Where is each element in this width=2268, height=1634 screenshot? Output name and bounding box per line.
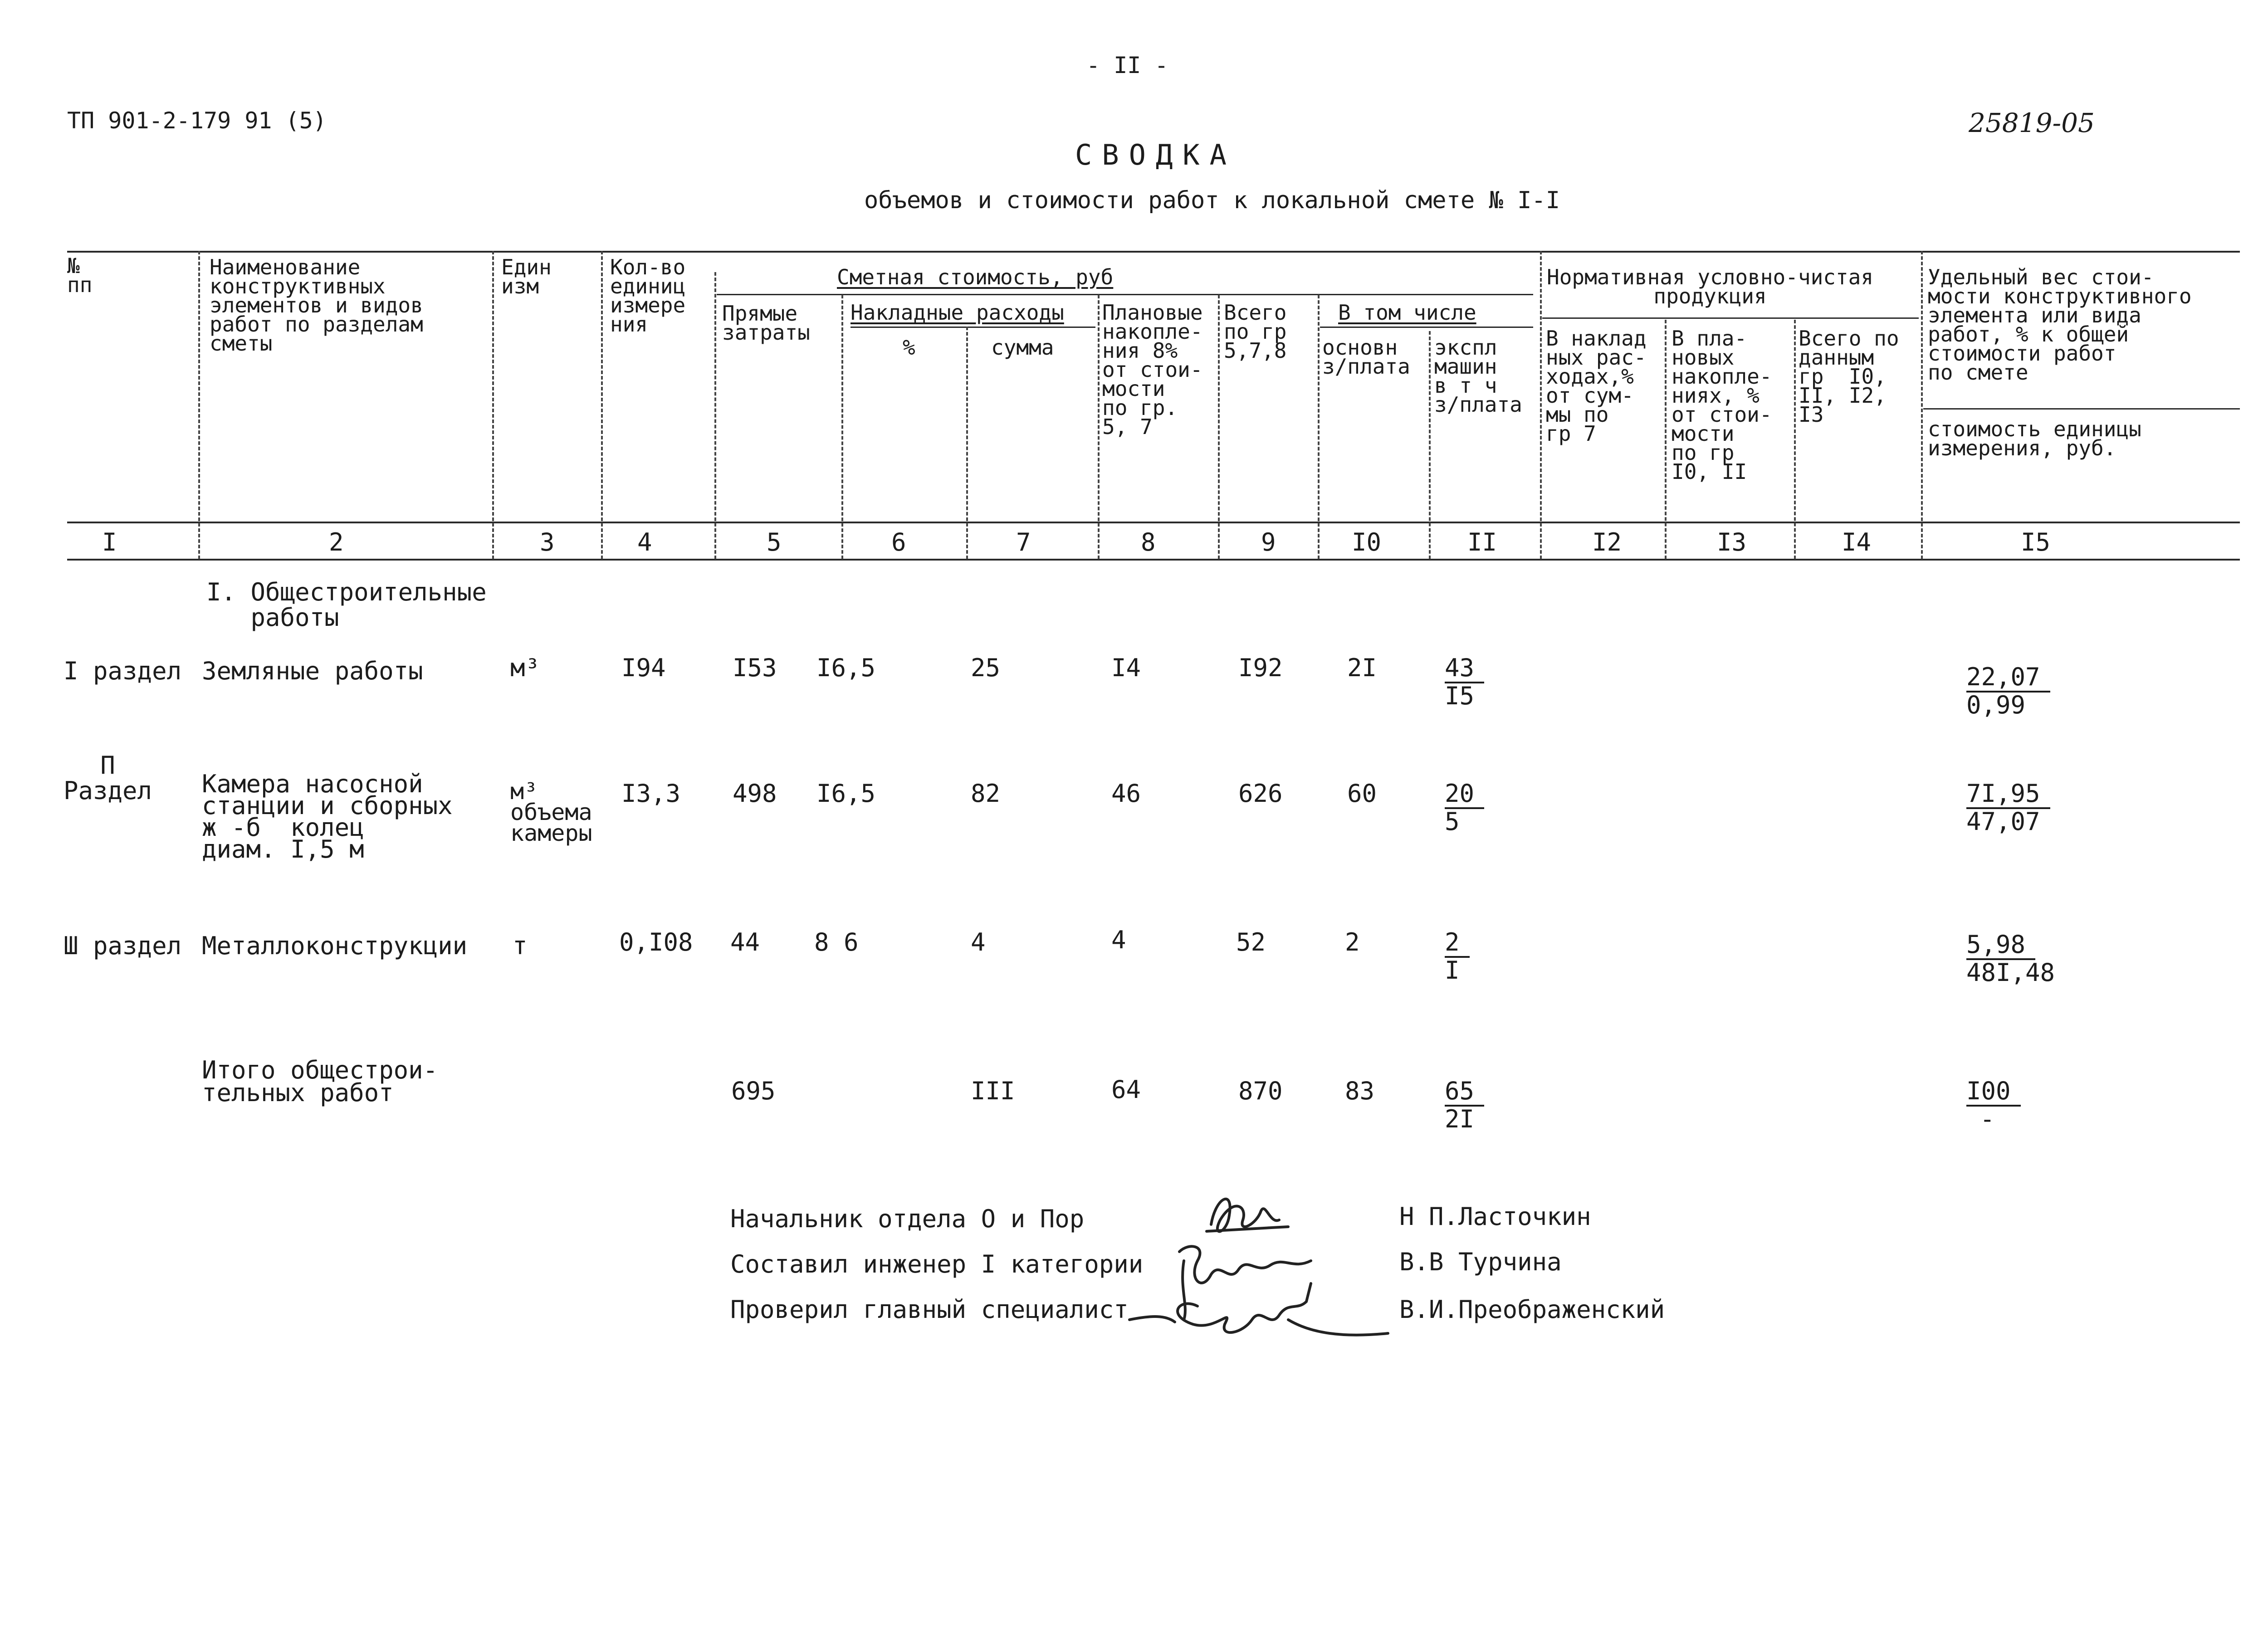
col-number: 3 [540,528,555,556]
document-subtitle: объемов и стоимости работ к локальной смете № I-I [864,187,1560,214]
row-plan: 4 [1111,926,1126,954]
col-header-name: Наименование конструктивных элементов и видов работ по разделам сметы [210,255,423,356]
row-sum: 82 [971,779,1001,808]
col-number: 4 [637,528,652,556]
col-number: 2 [329,528,344,556]
row-name: Металлоконструкции [202,932,468,960]
row-wage: 2 [1345,928,1360,956]
col-sep [1098,295,1100,559]
col-number: 6 [891,528,906,556]
col-sep [841,295,843,559]
col-sep [966,327,968,559]
col-group-overhead: Накладные расходы [850,300,1064,325]
total-mach-bottom: 2I [1445,1105,1475,1133]
col-sep [1794,320,1796,559]
signature-role: Начальник отдела О и Пор [730,1205,1085,1233]
row-qty: I94 [621,654,666,682]
row-name: Земляные работы [202,657,423,685]
col-sep [1540,251,1542,559]
col-header-sum: сумма [991,335,1054,360]
row-unit: т [513,932,528,960]
table-top-rule [67,251,2240,253]
row-unit: м³ объема камеры [510,778,592,846]
col-header-wage: основн з/плата [1322,335,1410,379]
total-mach [1445,1078,1484,1132]
total-plan: 64 [1111,1075,1141,1104]
total-mach-top: 65 [1445,1078,1484,1107]
signature-name: Н П.Ласточкин [1399,1202,1591,1231]
row-wage: 60 [1347,779,1377,808]
row-qty: I3,3 [621,779,681,808]
row-share-bottom: 0,99 [1966,691,2026,719]
col-number: 9 [1261,528,1276,556]
row-qty: 0,I08 [619,928,693,956]
row-share-top: 7I,95 [1966,781,2050,809]
col-header-norm-total: Всего по данным гр I0, II, I2, I3 [1799,326,1899,427]
col-number: I3 [1717,528,1747,556]
row-number: Ш раздел [64,932,182,960]
page-number: - II - [1086,52,1168,78]
document-title: СВОДКА [1075,138,1237,171]
col-header-norm-plan: В пла- новых накопле- ниях, % от стои- мости по гр I0, II [1672,326,1772,484]
row-number: I раздел [64,657,182,685]
row-share [1966,664,2050,718]
overhead-group-rule [850,327,1095,328]
col-number: I [102,528,117,556]
col-group-cost: Сметная стоимость, руб [837,265,1114,289]
row-sum: 4 [971,928,986,956]
total-sum: III [971,1077,1015,1105]
col-header-total: Всего по гр 5,7,8 [1224,300,1287,363]
col-sep [198,251,200,559]
row-unit: м³ [510,654,540,682]
doc-code: ТП 901-2-179 91 (5) [67,107,327,134]
row-mach [1445,930,1470,983]
col-sep [1318,295,1320,559]
row-pct: 8 6 [814,928,859,956]
signature-role: Составил инженер I категории [730,1250,1144,1278]
total-share-top: I00 [1966,1078,2021,1107]
section-title: I. Общестроительные работы [206,578,487,632]
row-mach [1445,781,1484,834]
col-number: I4 [1842,528,1872,556]
col-header-norm-overhead: В наклад ных рас- ходах,% от сум- мы по гр 7 [1546,326,1647,446]
cost-group-rule [717,294,1533,295]
row-mach-bottom: I5 [1445,682,1475,710]
row-mach [1445,655,1484,709]
row-share-top: 22,07 [1966,664,2050,693]
col-header-pct: % [903,335,915,360]
col-header-direct: Прямые затраты [722,301,810,345]
col-number: I2 [1592,528,1622,556]
col15-split-rule [1923,408,2240,410]
col-number: 8 [1141,528,1156,556]
col-number: I0 [1352,528,1382,556]
col-header-qty: Кол-во единиц измере ния [610,255,686,337]
col-sep [714,272,716,559]
row-mach-bottom: 5 [1445,807,1460,836]
row-plan: 46 [1111,779,1141,808]
col-number: 7 [1016,528,1031,556]
row-share-top: 5,98 [1966,932,2035,960]
row-direct: 498 [733,779,777,808]
col-sep [601,251,603,559]
col-header-no: № пп [67,254,93,297]
total-name: Итого общестрои- тельных работ [202,1056,438,1107]
col-number: II [1467,528,1497,556]
incl-group-rule [1320,327,1533,328]
col-header-plan: Плановые накопле- ния 8% от стои- мости по гр. 5, 7 [1102,300,1203,439]
row-total: 52 [1236,928,1266,956]
row-direct: 44 [730,928,760,956]
col-group-norm: Нормативная условно-чистая продукция [1547,265,1874,308]
row-plan: I4 [1111,654,1141,682]
inventory-number: 25819-05 [1969,107,2095,138]
row-name: Камера насосной станции и сборных ж -б колец диам. I,5 м [202,770,453,863]
col-header-unit: Един изм [501,255,552,298]
row-total: I92 [1238,654,1283,682]
row-sum: 25 [971,654,1001,682]
row-wage: 2I [1347,654,1377,682]
total-total: 870 [1238,1077,1283,1105]
row-mach-bottom: I [1445,956,1460,985]
row-number: П Раздел [64,751,152,805]
col-header-mach: экспл машин в т ч з/плата [1434,335,1522,417]
signature-role: Проверил главный специалист [730,1295,1129,1324]
col-header-unit-cost: стоимость единицы измерения, руб. [1928,417,2141,460]
signature-name: В.И.Преображенский [1399,1295,1665,1324]
row-share [1966,932,2055,985]
row-pct: I6,5 [816,654,876,682]
norm-group-rule [1542,317,1919,319]
total-wage: 83 [1345,1077,1375,1105]
row-mach-top: 20 [1445,781,1484,809]
row-share-bottom: 48I,48 [1966,958,2055,987]
handwritten-signatures [1098,1170,1415,1370]
col-sep [1921,251,1923,559]
col-sep [492,251,494,559]
signature-name: В.В Турчина [1399,1248,1562,1276]
row-pct: I6,5 [816,779,876,808]
row-share-bottom: 47,07 [1966,807,2040,836]
col-sep [1665,320,1667,559]
row-mach-top: 2 [1445,930,1470,958]
row-total: 626 [1238,779,1283,808]
row-mach-top: 43 [1445,655,1484,683]
header-bottom-rule [67,522,2240,523]
total-share [1966,1078,2021,1132]
total-share-bottom: - [1980,1105,1995,1133]
col-sep [1429,331,1431,559]
numbers-bottom-rule [67,559,2240,561]
col-number: I5 [2021,528,2051,556]
row-direct: I53 [733,654,777,682]
col-sep [1218,295,1220,559]
row-share [1966,781,2050,834]
total-direct: 695 [731,1077,776,1105]
col-number: 5 [767,528,782,556]
col-group-incl: В том числе [1338,300,1476,325]
col-header-share: Удельный вес стои- мости конструктивного элемента или вида работ, % к общей стоимости работ по смете [1928,265,2192,385]
